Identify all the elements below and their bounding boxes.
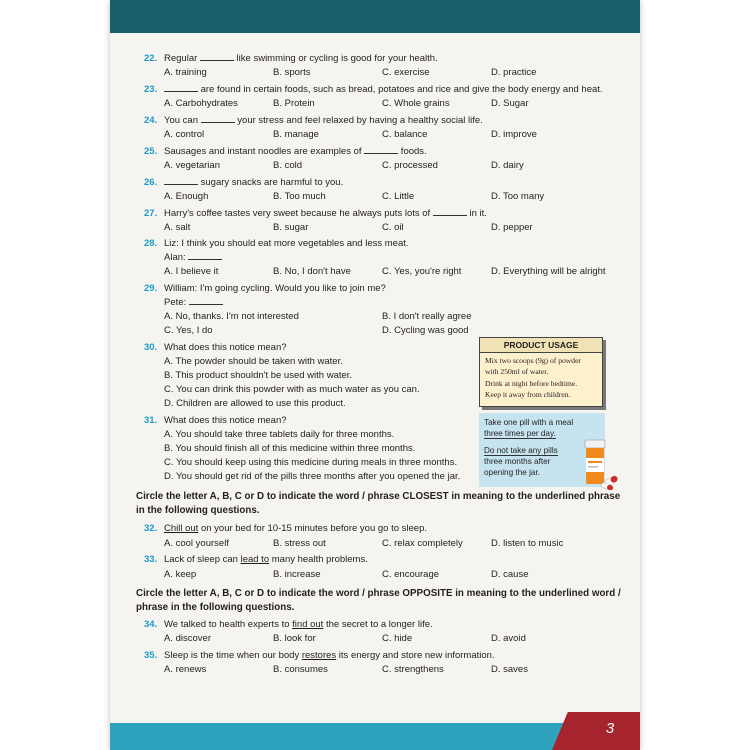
option-c[interactable]: C. oil: [382, 222, 404, 233]
option-c[interactable]: C. encourage: [382, 569, 440, 580]
question-29-reply: Pete:: [164, 296, 640, 309]
option-c[interactable]: C. Yes, you're right: [382, 266, 462, 277]
question-number: 35.: [144, 650, 158, 661]
option-b[interactable]: B. No, I don't have: [273, 266, 351, 277]
question-23: 23. are found in certain foods, such as bread, potatoes and rice and give the body energy and heat.: [144, 84, 603, 95]
question-25: 25. Sausages and instant noodles are examples of foods.: [144, 146, 427, 157]
pill-notice-line: Do not take any pills: [484, 446, 558, 455]
option-d[interactable]: D. dairy: [491, 160, 524, 171]
worksheet-page: [110, 0, 640, 750]
question-number: 27.: [144, 208, 158, 219]
pill-bottle-icon: [579, 438, 619, 490]
option-b[interactable]: B. This product shouldn't be used with water.: [164, 370, 353, 381]
question-27: 27. Harry's coffee tastes very sweet because he always puts lots of in it.: [144, 208, 487, 219]
question-number: 22.: [144, 53, 158, 64]
option-b[interactable]: B. stress out: [273, 538, 326, 549]
option-a[interactable]: A. control: [164, 129, 205, 140]
option-d[interactable]: D. Too many: [491, 191, 545, 202]
page-number: 3: [605, 720, 615, 737]
option-d[interactable]: D. saves: [491, 664, 528, 675]
option-d[interactable]: D. Children are allowed to use this product.: [164, 398, 346, 409]
notice-line: Mix two scoops (9g) of powder: [485, 356, 581, 365]
option-a[interactable]: A. keep: [164, 569, 197, 580]
question-number: 33.: [144, 554, 158, 565]
question-29: 29. William: I'm going cycling. Would you like to join me?: [144, 283, 386, 294]
option-d[interactable]: D. avoid: [491, 633, 526, 644]
underlined-phrase: restores: [301, 650, 337, 661]
pill-notice-line: three times per day.: [484, 429, 556, 438]
underlined-phrase: find out: [292, 619, 324, 630]
question-30: 30. What does this notice mean?: [144, 342, 287, 353]
option-d[interactable]: D. Sugar: [491, 98, 529, 109]
question-28: 28. Liz: I think you should eat more vegetables and less meat.: [144, 238, 409, 249]
question-24: 24. You can your stress and feel relaxed by having a healthy social life.: [144, 115, 483, 126]
option-c[interactable]: C. processed: [382, 160, 438, 171]
option-a[interactable]: A. discover: [164, 633, 211, 644]
question-26: 26. sugary snacks are harmful to you.: [144, 177, 344, 188]
option-a[interactable]: A. You should take three tablets daily for three months.: [164, 429, 395, 440]
option-a[interactable]: A. I believe it: [164, 266, 219, 277]
option-d[interactable]: D. improve: [491, 129, 537, 140]
option-c[interactable]: C. balance: [382, 129, 428, 140]
answer-blank: [164, 83, 198, 92]
answer-blank: [433, 207, 467, 216]
answer-blank: [189, 296, 223, 305]
answer-blank: [364, 145, 398, 154]
question-number: 28.: [144, 238, 158, 249]
answer-blank: [164, 176, 198, 185]
option-b[interactable]: B. I don't really agree: [382, 311, 472, 322]
option-c[interactable]: C. strengthens: [382, 664, 444, 675]
option-b[interactable]: B. cold: [273, 160, 303, 171]
option-d[interactable]: D. Everything will be alright: [491, 266, 606, 277]
option-a[interactable]: A. Enough: [164, 191, 209, 202]
option-a[interactable]: A. salt: [164, 222, 191, 233]
option-d[interactable]: D. listen to music: [491, 538, 564, 549]
product-usage-notice: [479, 337, 603, 407]
option-b[interactable]: B. sports: [273, 67, 311, 78]
option-a[interactable]: A. vegetarian: [164, 160, 220, 171]
option-a[interactable]: A. Carbohydrates: [164, 98, 238, 109]
question-number: 30.: [144, 342, 158, 353]
option-c[interactable]: C. relax completely: [382, 538, 463, 549]
option-d[interactable]: D. cause: [491, 569, 529, 580]
pill-notice-line: opening the jar.: [484, 468, 540, 477]
answer-blank: [188, 251, 222, 260]
question-number: 32.: [144, 523, 158, 534]
question-number: 26.: [144, 177, 158, 188]
question-31: 31. What does this notice mean?: [144, 415, 287, 426]
option-b[interactable]: B. increase: [273, 569, 321, 580]
question-35: 35. Sleep is the time when our body restores its energy and store new information.: [144, 650, 495, 661]
notice-line: Keep it away from children.: [485, 390, 571, 399]
question-number: 25.: [144, 146, 158, 157]
question-22: 22. Regular like swimming or cycling is good for your health.: [144, 53, 438, 64]
option-c[interactable]: C. Whole grains: [382, 98, 450, 109]
notice-title: PRODUCT USAGE: [480, 338, 602, 353]
option-a[interactable]: A. renews: [164, 664, 207, 675]
option-a[interactable]: A. The powder should be taken with water.: [164, 356, 343, 367]
option-b[interactable]: B. manage: [273, 129, 319, 140]
underlined-phrase: lead to: [240, 554, 270, 565]
pill-notice-line: three months after: [484, 457, 551, 466]
option-b[interactable]: B. You should finish all of this medicine within three months.: [164, 443, 416, 454]
option-c[interactable]: C. You can drink this powder with as much water as you can.: [164, 384, 420, 395]
option-c[interactable]: C. Little: [382, 191, 415, 202]
option-d[interactable]: D. practice: [491, 67, 537, 78]
question-number: 24.: [144, 115, 158, 126]
option-c[interactable]: C. exercise: [382, 67, 430, 78]
option-d[interactable]: D. You should get rid of the pills three months after you opened the jar.: [164, 471, 461, 482]
option-c[interactable]: C. hide: [382, 633, 413, 644]
question-number: 34.: [144, 619, 158, 630]
question-28-reply: Alan:: [164, 251, 640, 264]
option-a[interactable]: A. training: [164, 67, 207, 78]
question-34: 34. We talked to health experts to find out the secret to a longer life.: [144, 619, 433, 630]
option-a[interactable]: A. cool yourself: [164, 538, 229, 549]
option-b[interactable]: B. consumes: [273, 664, 328, 675]
question-32: 32. Chill out on your bed for 10-15 minutes before you go to sleep.: [144, 523, 428, 534]
question-number: 29.: [144, 283, 158, 294]
option-c[interactable]: C. You should keep using this medicine during meals in three months.: [164, 457, 458, 468]
answer-blank: [201, 114, 235, 123]
option-c[interactable]: C. Yes, I do: [164, 325, 213, 336]
option-d[interactable]: D. Cycling was good: [382, 325, 469, 336]
answer-blank: [200, 52, 234, 61]
question-number: 23.: [144, 84, 158, 95]
instruction-closest: Circle the letter A, B, C or D to indicate the word / phrase CLOSEST in meaning to the underlined phrase in the following questions.: [136, 491, 621, 516]
option-b[interactable]: B. Too much: [273, 191, 326, 202]
option-a[interactable]: A. No, thanks. I'm not interested: [164, 311, 299, 322]
header-band: [110, 0, 640, 33]
notice-line: with 250ml of water.: [485, 367, 549, 376]
question-number: 31.: [144, 415, 158, 426]
notice-line: Drink at night before bedtime.: [485, 379, 578, 388]
question-33: 33. Lack of sleep can lead to many health problems.: [144, 554, 368, 565]
option-b[interactable]: B. look for: [273, 633, 316, 644]
option-d[interactable]: D. pepper: [491, 222, 533, 233]
pill-notice-line: Take one pill with a meal: [484, 418, 574, 427]
option-b[interactable]: B. sugar: [273, 222, 309, 233]
underlined-phrase: Chill out: [164, 523, 199, 534]
option-b[interactable]: B. Protein: [273, 98, 315, 109]
instruction-opposite: Circle the letter A, B, C or D to indicate the word / phrase OPPOSITE in meaning to the underlined word / phrase in the following questions.: [136, 588, 621, 613]
